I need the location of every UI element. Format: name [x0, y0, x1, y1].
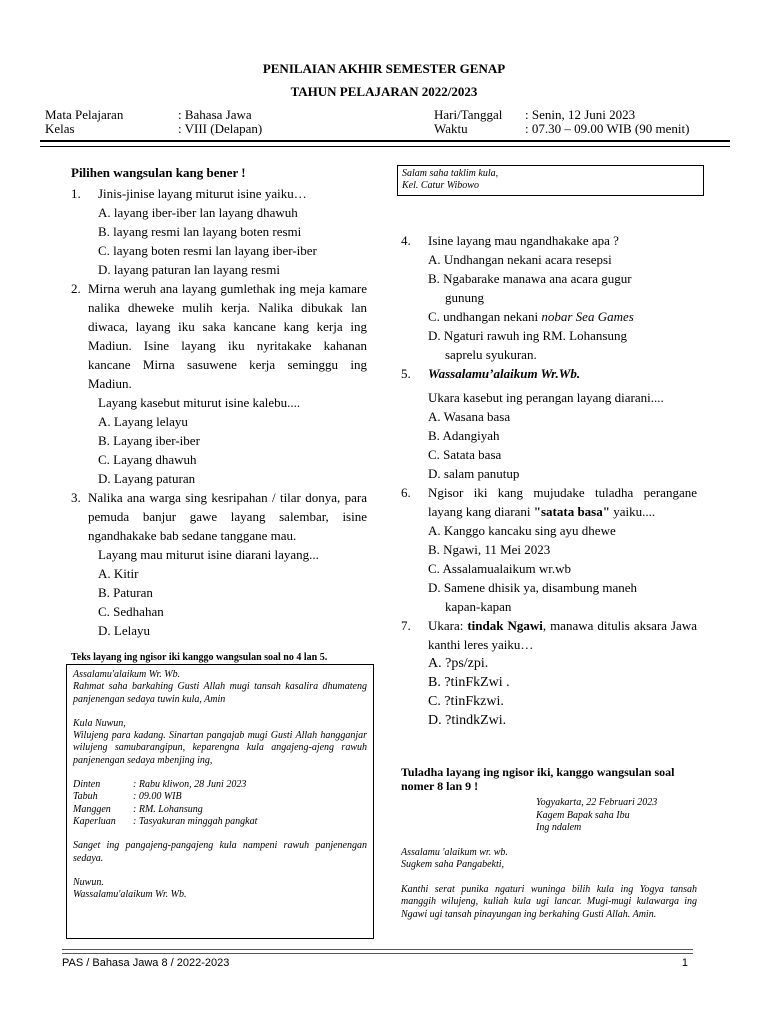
- option-d: D. layang paturan lan layang resmi: [98, 262, 280, 277]
- class-value: : VIII (Delapan): [178, 121, 263, 136]
- option-c: C. undhangan nekani nobar Sea Games: [428, 309, 634, 324]
- option-b: B. Ngabarake manawa ana acara gugur: [428, 271, 632, 286]
- question-7: [401, 616, 697, 730]
- question-number: 4.: [401, 233, 411, 248]
- day-label: Hari/Tanggal: [434, 107, 503, 122]
- academic-year: TAHUN PELAJARAN 2022/2023: [290, 84, 478, 99]
- letter2-recipient: Kagem Bapak saha Ibu: [536, 809, 630, 821]
- option-b: B. Layang iber-iber: [98, 433, 200, 448]
- option-a: A. layang iber-iber lan layang dhawuh: [98, 205, 298, 220]
- family-letter: [401, 797, 697, 921]
- option-d: D. Layang paturan: [98, 471, 196, 486]
- option-b: B. Adangiyah: [428, 428, 500, 443]
- question-number: 2.: [71, 281, 81, 296]
- option-a: A. Wasana basa: [428, 409, 511, 424]
- option-b: B. Paturan: [98, 585, 153, 600]
- question-5: [401, 364, 697, 483]
- option-c: C. Layang dhawuh: [98, 452, 197, 467]
- subject-label: Mata Pelajaran: [45, 107, 124, 122]
- letter-kula-nuwun: Kula Nuwun,: [73, 717, 126, 729]
- question-3: [71, 488, 367, 640]
- option-d: D. ?tindkZwi.: [428, 713, 507, 728]
- footer-label: PAS / Bahasa Jawa 8 / 2022-2023: [62, 957, 230, 969]
- question-1: [71, 184, 367, 279]
- question-text: Ngisor iki kang mujudake tuladha perangane layang kang diarani "satata basa" yaiku....: [428, 485, 697, 519]
- option-a: A. Layang lelayu: [98, 414, 188, 429]
- left-column: [71, 163, 367, 640]
- question-6: [401, 483, 697, 616]
- question-text: Jinis-jinise layang miturut isine yaiku…: [98, 186, 307, 201]
- day-value: : Senin, 12 Juni 2023: [525, 107, 636, 122]
- letter2-greeting: Assalamu 'alaikum wr. wb.: [401, 846, 508, 858]
- option-b: B. ?tinFkZwi .: [428, 675, 510, 690]
- option-c: C. ?tinFkzwi.: [428, 694, 504, 709]
- question-text: Ukara: tindak Ngawi, manawa ditulis aksara Jawa kanthi leres yaiku…: [428, 618, 697, 652]
- detail-row: Dinten : Rabu kliwon, 28 Juni 2023: [73, 779, 247, 791]
- question-number: 3.: [71, 490, 81, 505]
- instruction: Pilihen wangsulan kang bener !: [71, 165, 246, 180]
- page-number: 1: [681, 957, 688, 969]
- right-column: [401, 231, 697, 730]
- header-divider: [40, 140, 730, 147]
- footer-divider: [62, 949, 693, 954]
- option-c: C. Sedhahan: [98, 604, 164, 619]
- letter-opening: Rahmat saha barkahing Gusti Allah mugi tansah kasalira dhumateng panjenengan sedaya tuwin kula, Amin: [73, 681, 367, 705]
- question-text: Nalika ana warga sing kesripahan / tilar donya, para pemuda banjur gawe layang salembar, isine ngandhakake bab sedane tanggane mau.: [88, 490, 367, 543]
- question-4: [401, 231, 697, 364]
- letter2-date: Yogyakarta, 22 Februari 2023: [536, 797, 658, 808]
- question-number: 7.: [401, 618, 411, 633]
- letter-closing-box: [397, 165, 704, 196]
- question-text: Mirna weruh ana layang gumlethak ing meja kamare nalika dheweke mulih kerja. Nalika dibukak lan diwaca, layang iku saka kancane kang kerja ing Madiun. Isine layang iku nyritakake kahanan kancane Mirna sasuwene kerja seminggu ing Madiun.: [88, 281, 367, 391]
- option-c: C. Assalamualaikum wr.wb: [428, 561, 571, 576]
- option-c: C. Satata basa: [428, 447, 502, 462]
- question-stem: Layang kasebut miturut isine kalebu....: [98, 395, 301, 410]
- exam-title: PENILAIAN AKHIR SEMESTER GENAP: [262, 61, 506, 76]
- question-text: Isine layang mau ngandhakake apa ?: [428, 233, 619, 248]
- footer: [62, 957, 693, 969]
- option-b-cont: gunung: [445, 290, 484, 305]
- class-label: Kelas: [45, 121, 75, 136]
- question-text: Ukara kasebut ing perangan layang diarani....: [428, 390, 664, 405]
- question-number: 1.: [71, 186, 81, 201]
- question-number: 6.: [401, 485, 411, 500]
- option-d: D. salam panutup: [428, 466, 520, 481]
- option-a: A. Kitir: [98, 566, 139, 581]
- invitation-letter-box: [66, 664, 374, 939]
- letter-note: Teks layang ing ngisor iki kanggo wangsulan soal no 4 lan 5.: [71, 652, 328, 663]
- letter-body: Wilujeng para kadang. Sinartan pangajab mugi Gusti Allah hangganjar wilujeng samubarangipun, keparengna kula angajeng-ajeng rawuh panjenengan sedaya mbenjing ing,: [73, 730, 367, 766]
- option-b: B. layang resmi lan layang boten resmi: [98, 224, 302, 239]
- letter2-salutation: Sugkem saha Pangabekti,: [401, 859, 505, 870]
- option-c: C. layang boten resmi lan layang iber-iber: [98, 243, 317, 258]
- question-2: [71, 279, 367, 488]
- option-d: D. Lelayu: [98, 623, 150, 638]
- letter2-recipient-place: Ing ndalem: [536, 822, 582, 833]
- detail-row: Kaperluan : Tasyakuran minggah pangkat: [73, 815, 258, 827]
- option-d: D. Samene dhisik ya, disambung maneh: [428, 580, 638, 595]
- letter-salam: Wassalamu'alaikum Wr. Wb.: [73, 889, 187, 901]
- question-stem: Layang mau miturut isine diarani layang...: [98, 547, 319, 562]
- letter2-body: Kanthi serat punika ngaturi wuninga bilih kula ing Yogya tansah manggih wilujeng, kuliah kula ugi lancar. Mugi-mugi kulawarga ing Ngawi ugi tansah pinayungan ing berkahing Gusti Allah. Amin.: [401, 883, 697, 920]
- subject-value: : Bahasa Jawa: [178, 107, 252, 122]
- question-quote: Wassalamu’alaikum Wr.Wb.: [428, 366, 581, 381]
- option-d-cont: saprelu syukuran.: [445, 347, 537, 362]
- letter2-note: Tuladha layang ing ngisor iki, kanggo wangsulan soal nomer 8 lan 9 !: [401, 765, 675, 793]
- detail-row: Tabuh : 09.00 WIB: [73, 791, 182, 803]
- detail-row: Manggen : RM. Lohansung: [73, 803, 203, 815]
- letter-closing: Sanget ing pangajeng-pangajeng kula nampeni rawuh panjenengan sedaya.: [73, 840, 367, 864]
- time-value: : 07.30 – 09.00 WIB (90 menit): [525, 121, 690, 136]
- option-a: A. ?ps/zpi.: [428, 656, 489, 671]
- closing-salam: Salam saha taklim kula,: [402, 168, 499, 179]
- option-b: B. Ngawi, 11 Mei 2023: [428, 542, 551, 557]
- letter-nuwun: Nuwun.: [73, 876, 104, 888]
- option-a: A. Undhangan nekani acara resepsi: [428, 252, 612, 267]
- time-label: Waktu: [434, 121, 468, 136]
- letter-details: [73, 779, 367, 828]
- option-d-cont: kapan-kapan: [445, 599, 512, 614]
- option-d: D. Ngaturi rawuh ing RM. Lohansung: [428, 328, 627, 343]
- letter-greeting: Assalamu'alaikum Wr. Wb.: [73, 669, 181, 680]
- closing-sender: Kel. Catur Wibowo: [402, 180, 479, 192]
- option-a: A. Kanggo kancaku sing ayu dhewe: [428, 523, 616, 538]
- question-number: 5.: [401, 366, 411, 381]
